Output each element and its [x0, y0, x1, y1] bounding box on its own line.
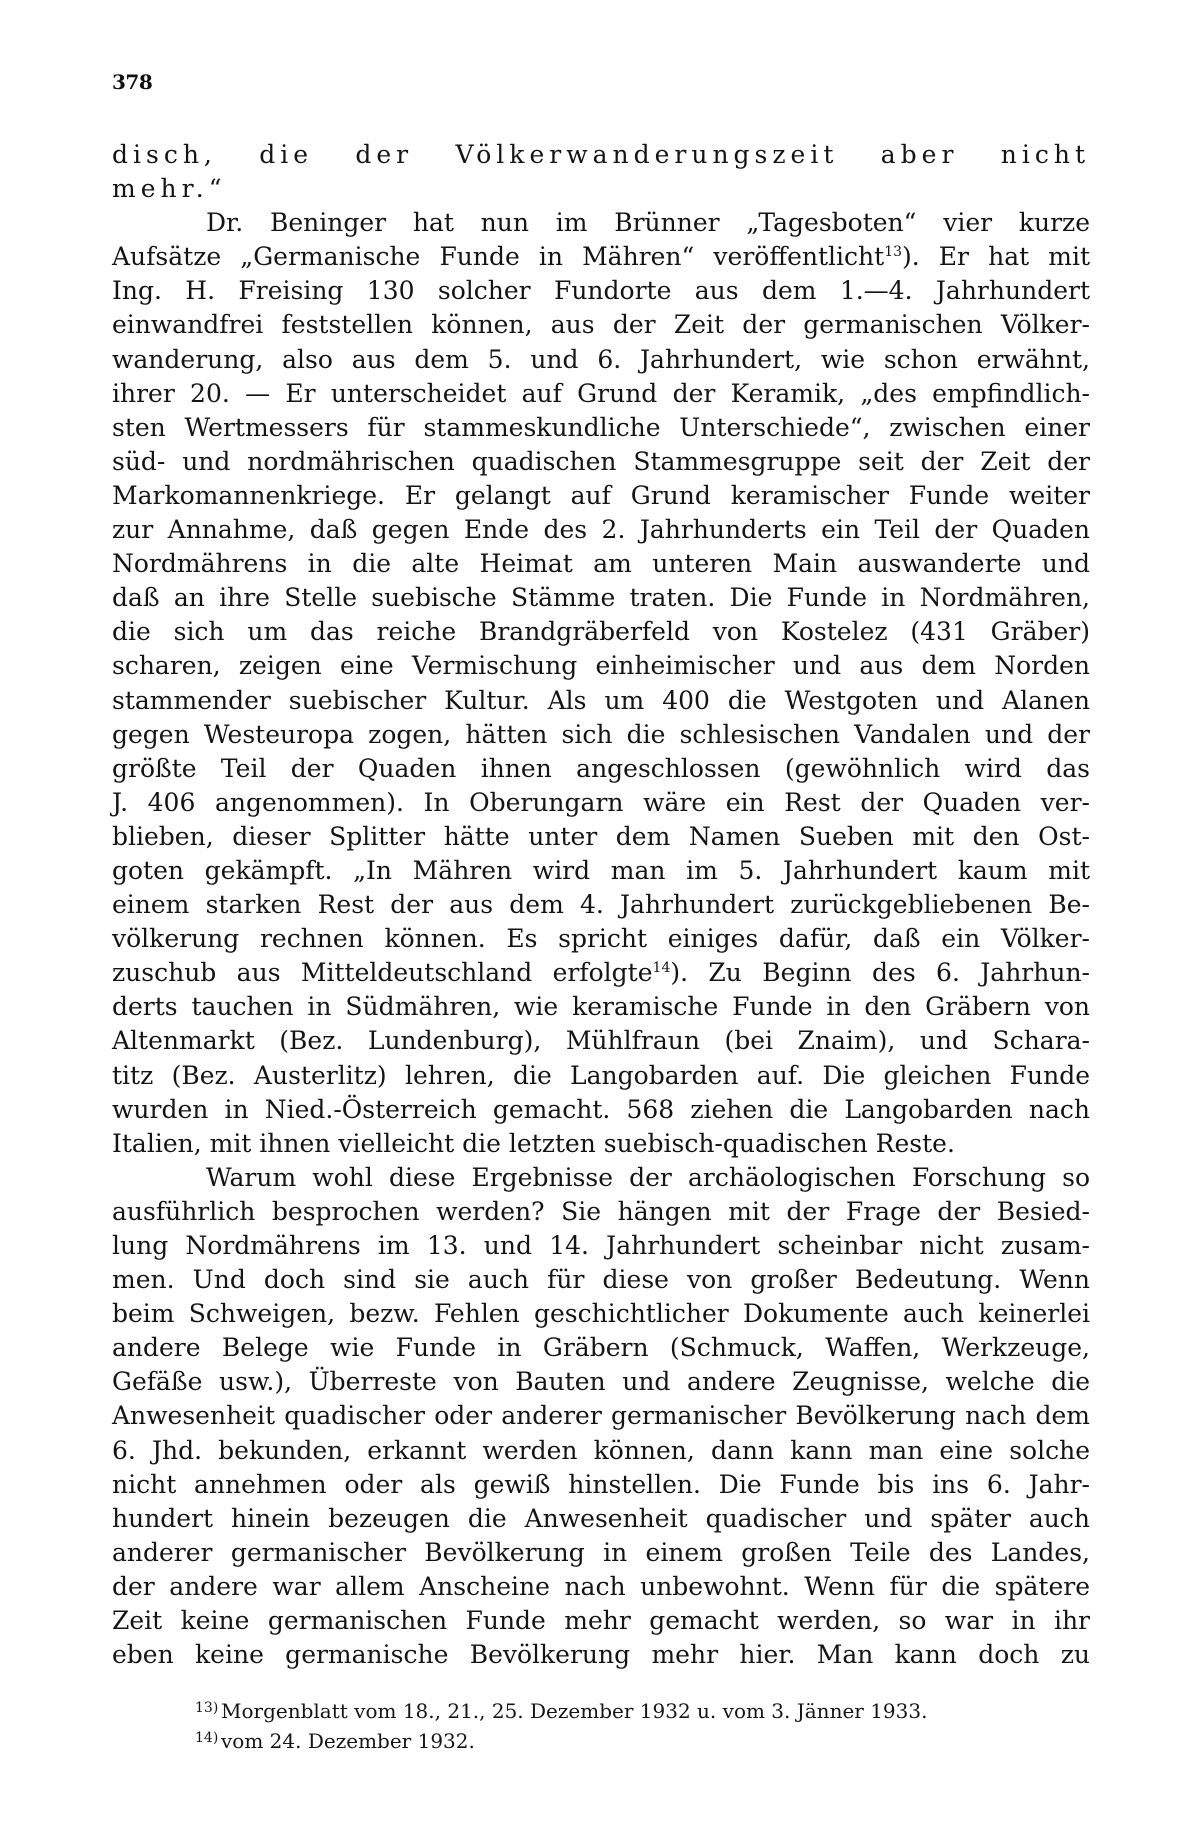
footnote-marker: 13) — [195, 1700, 219, 1716]
text-line — [112, 1502, 1090, 1536]
text-line-content: Zeit keine germanischen Funde mehr gemacht werden, so war in ihr — [112, 1606, 1090, 1636]
footnote-text: Morgenblatt vom 18., 21., 25. Dezember 1932 u. vom 3. Jänner 1933. — [221, 1699, 928, 1723]
text-line-content: einwandfrei feststellen können, aus der Zeit der germanischen Völker- — [112, 310, 1090, 340]
text-line — [112, 1297, 1090, 1331]
text-line-content: lung Nordmährens im 13. und 14. Jahrhundert scheinbar nicht zusam- — [112, 1231, 1090, 1260]
text-line — [112, 1093, 1090, 1127]
text-line-content: zuschub aus Mitteldeutschland erfolgte — [112, 958, 653, 988]
text-line — [112, 1024, 1090, 1058]
text-line — [112, 1604, 1090, 1638]
text-line-content: Ing. H. Freising 130 solcher Fundorte aus dem 1.—4. Jahrhundert — [112, 276, 1090, 306]
text-line — [112, 922, 1090, 956]
text-line-content: mehr.“ — [112, 174, 227, 204]
text-line-content: hundert hinein bezeugen die Anwesenheit quadischer und später auch — [112, 1503, 1090, 1533]
text-line — [112, 138, 1090, 172]
text-line-content: einem starken Rest der aus dem 4. Jahrhundert zurückgebliebenen Be- — [112, 890, 1090, 920]
text-line-content: zur Annahme, daß gegen Ende des 2. Jahrhunderts ein Teil der Quaden — [112, 515, 1090, 545]
text-line — [112, 172, 1090, 206]
text-line-content: derts tauchen in Südmähren, wie keramische Funde in den Gräbern von — [112, 992, 1090, 1022]
text-line — [112, 1331, 1090, 1365]
footnote-reference: 14 — [652, 960, 671, 977]
text-line-content: ausführlich besprochen werden? Sie hängen mit der Frage der Besied- — [112, 1196, 1090, 1226]
text-line-content: völkerung rechnen können. Es spricht einiges dafür, daß ein Völker- — [112, 924, 1090, 954]
text-line — [112, 1127, 1090, 1161]
text-line-content: andere Belege wie Funde in Gräbern (Schmuck, Waffen, Werkzeuge, — [112, 1333, 1090, 1363]
text-line-content: goten gekämpft. „In Mähren wird man im 5. Jahrhundert kaum mit — [112, 855, 1090, 885]
text-line-content: größte Teil der Quaden ihnen angeschlossen (gewöhnlich wird das — [112, 753, 1090, 783]
text-line-content: nicht annehmen oder als gewiß hinstellen. Die Funde bis ins 6. Jahr- — [112, 1469, 1090, 1499]
text-line-content: gegen Westeuropa zogen, hätten sich die schlesischen Vandalen und der — [112, 719, 1090, 749]
text-line — [112, 581, 1090, 615]
text-line-content: ihrer 20. — Er unterscheidet auf Grund der Keramik, „des empfindlich- — [112, 378, 1090, 408]
footnote-text: vom 24. Dezember 1932. — [221, 1729, 475, 1753]
text-line — [112, 343, 1090, 377]
footnote — [195, 1725, 1095, 1755]
text-line — [112, 1195, 1090, 1229]
text-line-content: Nordmährens in die alte Heimat am unteren Main auswanderte und — [112, 549, 1090, 579]
text-line — [112, 854, 1090, 888]
footnote-marker: 14) — [195, 1730, 219, 1746]
text-line — [112, 649, 1090, 683]
text-line-content: stammender suebischer Kultur. Als um 400 die Westgoten und Alanen — [112, 685, 1090, 715]
text-line — [112, 1399, 1090, 1433]
text-line-content: Warum wohl diese Ergebnisse der archäologischen Forschung so — [206, 1162, 1090, 1192]
text-line — [112, 684, 1090, 718]
text-line-content: 6. Jhd. bekunden, erkannt werden können, dann kann man eine solche — [112, 1435, 1090, 1465]
text-line — [112, 1161, 1090, 1195]
text-line — [112, 752, 1090, 786]
text-line-content: eben keine germanische Bevölkerung mehr hier. Man kann doch zu — [112, 1640, 1090, 1670]
text-line — [112, 1059, 1090, 1093]
text-line — [112, 956, 1090, 990]
text-line — [112, 786, 1090, 820]
text-line-continuation: ). Er hat mit — [902, 242, 1091, 272]
text-line-content: süd- und nordmährischen quadischen Stammesgruppe seit der Zeit der — [112, 446, 1090, 476]
text-line-content: anderer germanischer Bevölkerung in einem großen Teile des Landes, — [112, 1537, 1090, 1567]
text-line — [112, 206, 1090, 240]
text-line-content: titz (Bez. Austerlitz) lehren, die Langobarden auf. Die gleichen Funde — [112, 1060, 1090, 1090]
text-line — [112, 377, 1090, 411]
text-line — [112, 547, 1090, 581]
text-line — [112, 1536, 1090, 1570]
text-line-content: J. 406 angenommen). In Oberungarn wäre ein Rest der Quaden ver- — [112, 787, 1090, 817]
body-text — [112, 138, 1090, 1672]
text-line-content: Dr. Beninger hat nun im Brünner „Tagesboten“ vier kurze — [206, 208, 1090, 238]
text-line-content: men. Und doch sind sie auch für diese von großer Bedeutung. Wenn — [112, 1265, 1090, 1295]
text-line-content: Italien, mit ihnen vielleicht die letzten suebisch-quadischen Reste. — [112, 1128, 955, 1158]
text-line-content: blieben, dieser Splitter hätte unter dem Namen Sueben mit den Ost- — [112, 821, 1090, 851]
footnotes — [195, 1695, 1095, 1755]
text-line-content: der andere war allem Anscheine nach unbewohnt. Wenn für die spätere — [112, 1571, 1090, 1601]
text-line — [112, 240, 1090, 274]
text-line — [112, 990, 1090, 1024]
text-line — [112, 1468, 1090, 1502]
text-line — [112, 513, 1090, 547]
text-line-content: die sich um das reiche Brandgräberfeld von Kostelez (431 Gräber) — [112, 617, 1090, 647]
text-line-content: Markomannenkriege. Er gelangt auf Grund keramischer Funde weiter — [112, 480, 1090, 510]
text-line — [112, 479, 1090, 513]
text-line — [112, 888, 1090, 922]
text-line-content: Aufsätze „Germanische Funde in Mähren“ veröffentlicht — [112, 242, 885, 272]
text-line — [112, 820, 1090, 854]
text-line — [112, 1570, 1090, 1604]
text-line-content: wurden in Nied.-Österreich gemacht. 568 ziehen die Langobarden nach — [112, 1094, 1090, 1124]
text-line — [112, 308, 1090, 342]
text-line-content: Anwesenheit quadischer oder anderer germanischer Bevölkerung nach dem — [112, 1401, 1090, 1431]
text-line-content: scharen, zeigen eine Vermischung einheimischer und aus dem Norden — [112, 651, 1090, 681]
text-line-content: sten Wertmessers für stammeskundliche Unterschiede“, zwischen einer — [112, 412, 1090, 442]
text-line-continuation: ). Zu Beginn des 6. Jahrhun- — [670, 958, 1090, 988]
text-line — [112, 445, 1090, 479]
footnote-reference: 13 — [884, 244, 903, 261]
footnote — [195, 1695, 1095, 1725]
text-line — [112, 411, 1090, 445]
text-line-content: daß an ihre Stelle suebische Stämme traten. Die Funde in Nordmähren, — [112, 583, 1090, 613]
text-line-content: Gefäße usw.), Überreste von Bauten und andere Zeugnisse, welche die — [112, 1367, 1090, 1397]
text-line — [112, 615, 1090, 649]
text-line-content: beim Schweigen, bezw. Fehlen geschichtlicher Dokumente auch keinerlei — [112, 1299, 1090, 1329]
text-line-content: wanderung, also aus dem 5. und 6. Jahrhundert, wie schon erwähnt, — [112, 344, 1090, 374]
text-line — [112, 1434, 1090, 1468]
text-line — [112, 1638, 1090, 1672]
text-line — [112, 274, 1090, 308]
text-line-content: disch, die der Völkerwanderungszeit aber nicht — [112, 140, 1090, 169]
page-number: 378 — [112, 70, 153, 94]
text-line — [112, 1365, 1090, 1399]
text-line — [112, 1263, 1090, 1297]
text-line-content: Altenmarkt (Bez. Lundenburg), Mühlfraun (bei Znaim), und Schara- — [112, 1026, 1090, 1056]
text-line — [112, 1229, 1090, 1263]
text-line — [112, 718, 1090, 752]
